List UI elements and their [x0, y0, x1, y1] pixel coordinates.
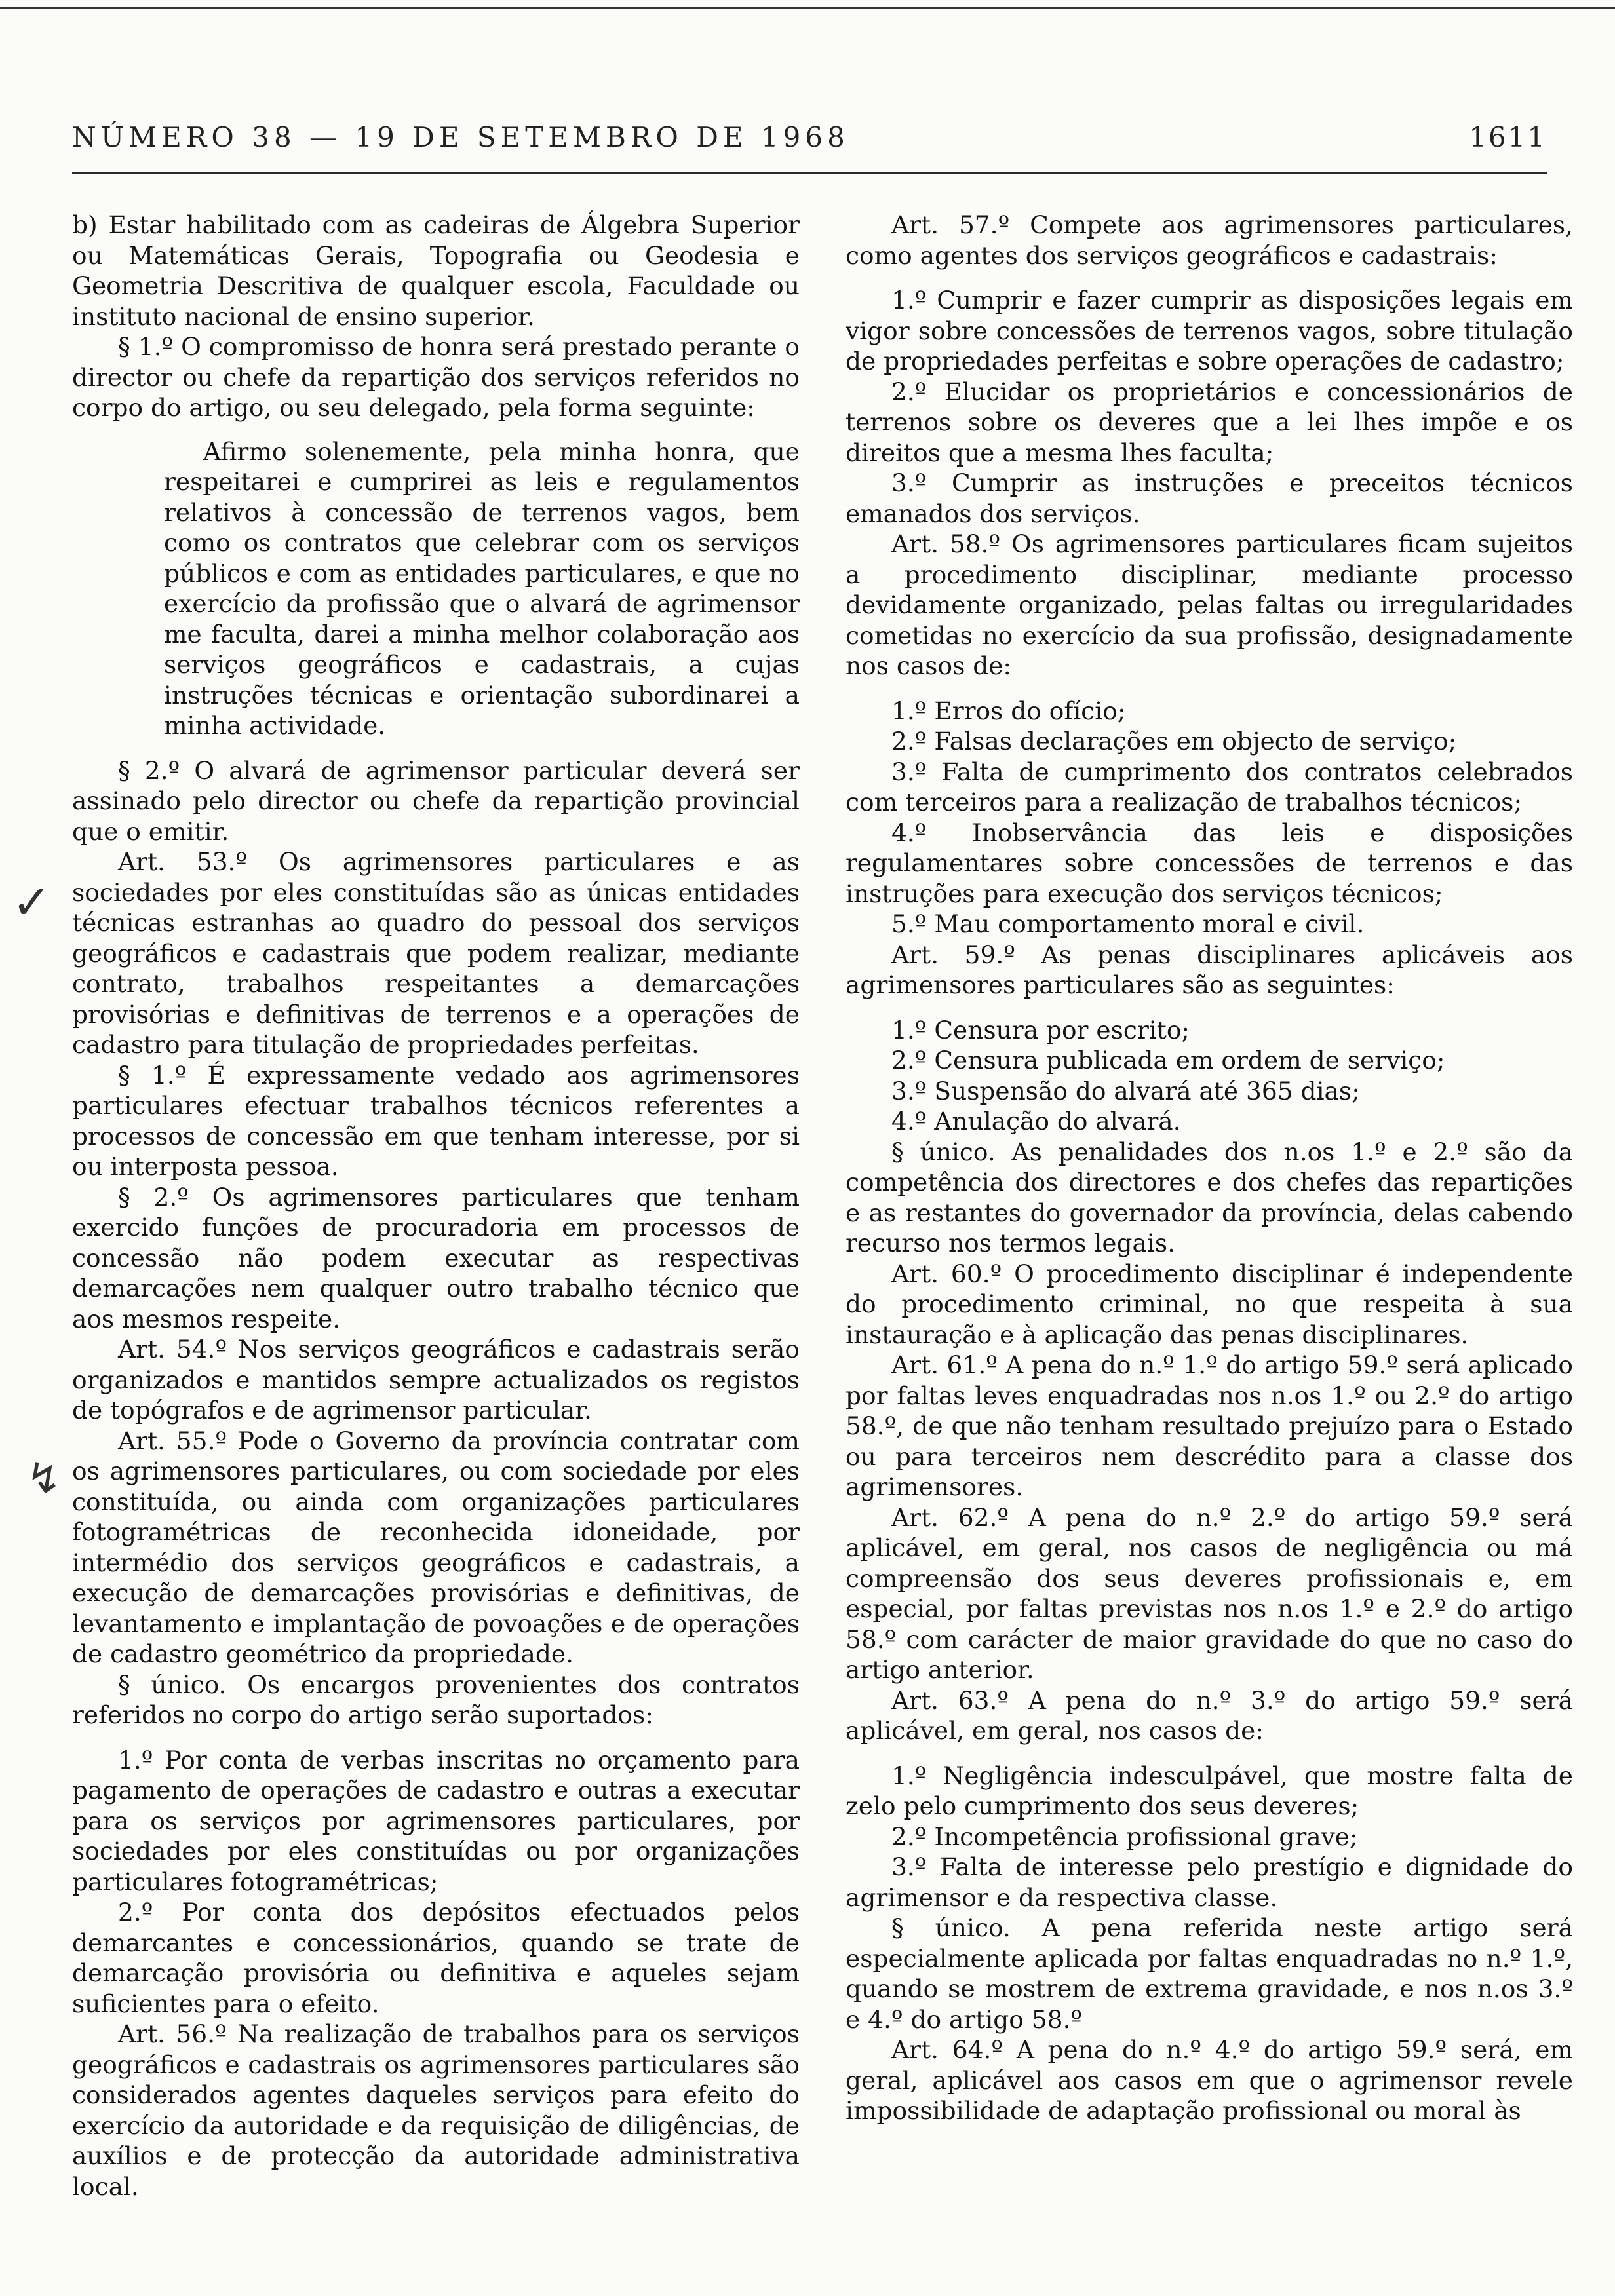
numbered-item: 4.º Inobservância das leis e disposições regulamentares sobre concessões de terrenos e das instruções para execução dos serviços técnicos;	[846, 818, 1573, 908]
paragraph: Art. 61.º A pena do n.º 1.º do artigo 59.º será aplicado por faltas leves enquadradas nos n.os 1.º ou 2.º do artigo 58.º, de que não tenham resultado prejuízo para o Estado ou para terceiros nem descrédito para a classe dos agrimensores.	[846, 1350, 1573, 1501]
paragraph: Art. 64.º A pena do n.º 4.º do artigo 59.º será, em geral, aplicável aos casos em que o agrimensor revele impossibilidade de adaptação profissional ou moral às	[846, 2035, 1573, 2125]
page-header	[72, 121, 1547, 161]
paragraph: Art. 59.º As penas disciplinares aplicáveis aos agrimensores particulares são as seguintes:	[846, 940, 1573, 999]
paragraph: Art. 55.º Pode o Governo da província contratar com os agrimensores particulares, ou com sociedade por eles constituída, ou ainda com organizações particulares fotogramétricas de reconhecida idoneidade, por intermédio dos serviços geográficos e cadastrais, a execução de demarcações provisórias e definitivas, de levantamento e implantação de povoações e de operações de cadastro geométrico da propriedade.	[72, 1426, 800, 1668]
oath-text: Afirmo solenemente, pela minha honra, que respeitarei e cumprirei as leis e regulamentos relativos à concessão de terrenos vagos, bem como os contratos que celebrar com os serviços públicos e com as entidades particulares, e que no exercício da profissão que o alvará de agrimensor me faculta, darei a minha melhor colaboração aos serviços geográficos e cadastrais, a cujas instruções técnicas e orientação subordinarei a minha actividade.	[164, 436, 800, 740]
issue-date-heading: NÚMERO 38 — 19 DE SETEMBRO DE 1968	[72, 121, 849, 153]
paragraph: Art. 53.º Os agrimensores particulares e as sociedades por eles constituídas são as únicas entidades técnicas estranhas ao quadro do pessoal dos serviços geográficos e cadastrais que podem realizar, mediante contrato, trabalhos respeitantes a demarcações provisórias e definitivas de terrenos e a operações de cadastro para titulação de propriedades perfeitas.	[72, 847, 800, 1059]
numbered-item: 3.º Suspensão do alvará até 365 dias;	[891, 1076, 1360, 1105]
page-number: 1611	[1469, 121, 1547, 153]
numbered-item: 1.º Por conta de verbas inscritas no orçamento para pagamento de operações de cadastro e outras a executar para os serviços por agrimensores particulares, por sociedades por eles constituídas ou por organizações particulares fotogramétricas;	[72, 1745, 800, 1896]
paragraph: § 2.º Os agrimensores particulares que tenham exercido funções de procuradoria em processos de concessão não podem executar as respectivas demarcações nem qualquer outro trabalho técnico que aos mesmos respeite.	[72, 1182, 800, 1333]
paragraph: § 1.º O compromisso de honra será prestado perante o director ou chefe da repartição dos serviços referidos no corpo do artigo, ou seu delegado, pela forma seguinte:	[72, 332, 800, 422]
numbered-item: 1.º Erros do ofício;	[891, 696, 1126, 725]
numbered-item: 1.º Cumprir e fazer cumprir as disposições legais em vigor sobre concessões de terrenos vagos, sobre titulação de propriedades perfeitas e sobre operações de cadastro;	[846, 286, 1573, 375]
numbered-item: 2.º Por conta dos depósitos efectuados pelos demarcantes e concessionários, quando se trate de demarcação provisória ou definitiva e aqueles sejam suficientes para o efeito.	[72, 1898, 800, 2018]
margin-annotation-mark: ↯	[26, 1455, 62, 1503]
paragraph: § único. A pena referida neste artigo será especialmente aplicada por faltas enquadradas no n.º 1.º, quando se mostrem de extrema gravidade, e nos n.os 3.º e 4.º do artigo 58.º	[846, 1913, 1573, 2034]
paragraph: Art. 54.º Nos serviços geográficos e cadastrais serão organizados e mantidos sempre actualizados os registos de topógrafos e de agrimensor particular.	[72, 1335, 800, 1425]
numbered-item: 3.º Falta de interesse pelo prestígio e dignidade do agrimensor e da respectiva classe.	[846, 1852, 1573, 1912]
paragraph: Art. 56.º Na realização de trabalhos para os serviços geográficos e cadastrais os agrimensores particulares são considerados agentes daqueles serviços para efeito do exercício da autoridade e da requisição de diligências, de auxílios e de protecção da autoridade administrativa local.	[72, 2019, 800, 2201]
paragraph: Art. 60.º O procedimento disciplinar é independente do procedimento criminal, no que respeita à sua instauração e à aplicação das penas disciplinares.	[846, 1259, 1573, 1349]
paragraph: Art. 63.º A pena do n.º 3.º do artigo 59.º será aplicável, em geral, nos casos de:	[846, 1685, 1573, 1745]
paragraph: Art. 57.º Compete aos agrimensores particulares, como agentes dos serviços geográficos e cadastrais:	[846, 210, 1573, 270]
numbered-item: 3.º Falta de cumprimento dos contratos celebrados com terceiros para a realização de trabalhos técnicos;	[846, 757, 1573, 816]
numbered-item: 4.º Anulação do alvará.	[891, 1107, 1181, 1136]
paragraph: § único. As penalidades dos n.os 1.º e 2.º são da competência dos directores e dos chefes das repartições e as restantes do governador da província, delas cabendo recurso nos termos legais.	[846, 1137, 1573, 1257]
paragraph: § 2.º O alvará de agrimensor particular deverá ser assinado pelo director ou chefe da repartição provincial que o emitir.	[72, 756, 800, 846]
paragraph: Art. 62.º A pena do n.º 2.º do artigo 59.º será aplicável, em geral, nos casos de negligência ou má compreensão dos seus deveres profissionais e, em especial, por faltas previstas nos n.os 1.º e 2.º do artigo 58.º com carácter de maior gravidade do que no caso do artigo anterior.	[846, 1502, 1573, 1684]
header-rule	[72, 172, 1547, 174]
paragraph: Art. 58.º Os agrimensores particulares ficam sujeitos a procedimento disciplinar, mediante processo devidamente organizado, pelas faltas ou irregularidades cometidas no exercício da sua profissão, designadamente nos casos de:	[846, 529, 1573, 680]
numbered-item: 2.º Incompetência profissional grave;	[891, 1822, 1358, 1851]
numbered-item: 1.º Negligência indesculpável, que mostre falta de zelo pelo cumprimento dos seus deveres;	[846, 1761, 1573, 1820]
numbered-item: 2.º Falsas declarações em objecto de serviço;	[891, 727, 1457, 756]
numbered-item: 5.º Mau comportamento moral e civil.	[891, 909, 1365, 938]
paragraph: § único. Os encargos provenientes dos contratos referidos no corpo do artigo serão suportados:	[72, 1670, 800, 1729]
top-rule	[0, 7, 1615, 9]
numbered-item: 3.º Cumprir as instruções e preceitos técnicos emanados dos serviços.	[846, 469, 1573, 528]
numbered-item: 2.º Censura publicada em ordem de serviço;	[891, 1046, 1445, 1075]
numbered-item: 2.º Elucidar os proprietários e concessionários de terrenos sobre os deveres que a lei lhes impõe e os direitos que a mesma lhes faculta;	[846, 377, 1573, 467]
paragraph: b) Estar habilitado com as cadeiras de Álgebra Superior ou Matemáticas Gerais, Topografia ou Geodesia e Geometria Descritiva de qualquer escola, Faculdade ou instituto nacional de ensino superior.	[72, 210, 800, 331]
right-column	[846, 210, 1573, 2126]
numbered-item: 1.º Censura por escrito;	[891, 1015, 1190, 1044]
left-column	[72, 210, 800, 2202]
margin-annotation-mark: ✓	[12, 875, 52, 930]
paragraph: § 1.º É expressamente vedado aos agrimensores particulares efectuar trabalhos técnicos referentes a processos de concessão em que tenham interesse, por si ou interposta pessoa.	[72, 1060, 800, 1181]
